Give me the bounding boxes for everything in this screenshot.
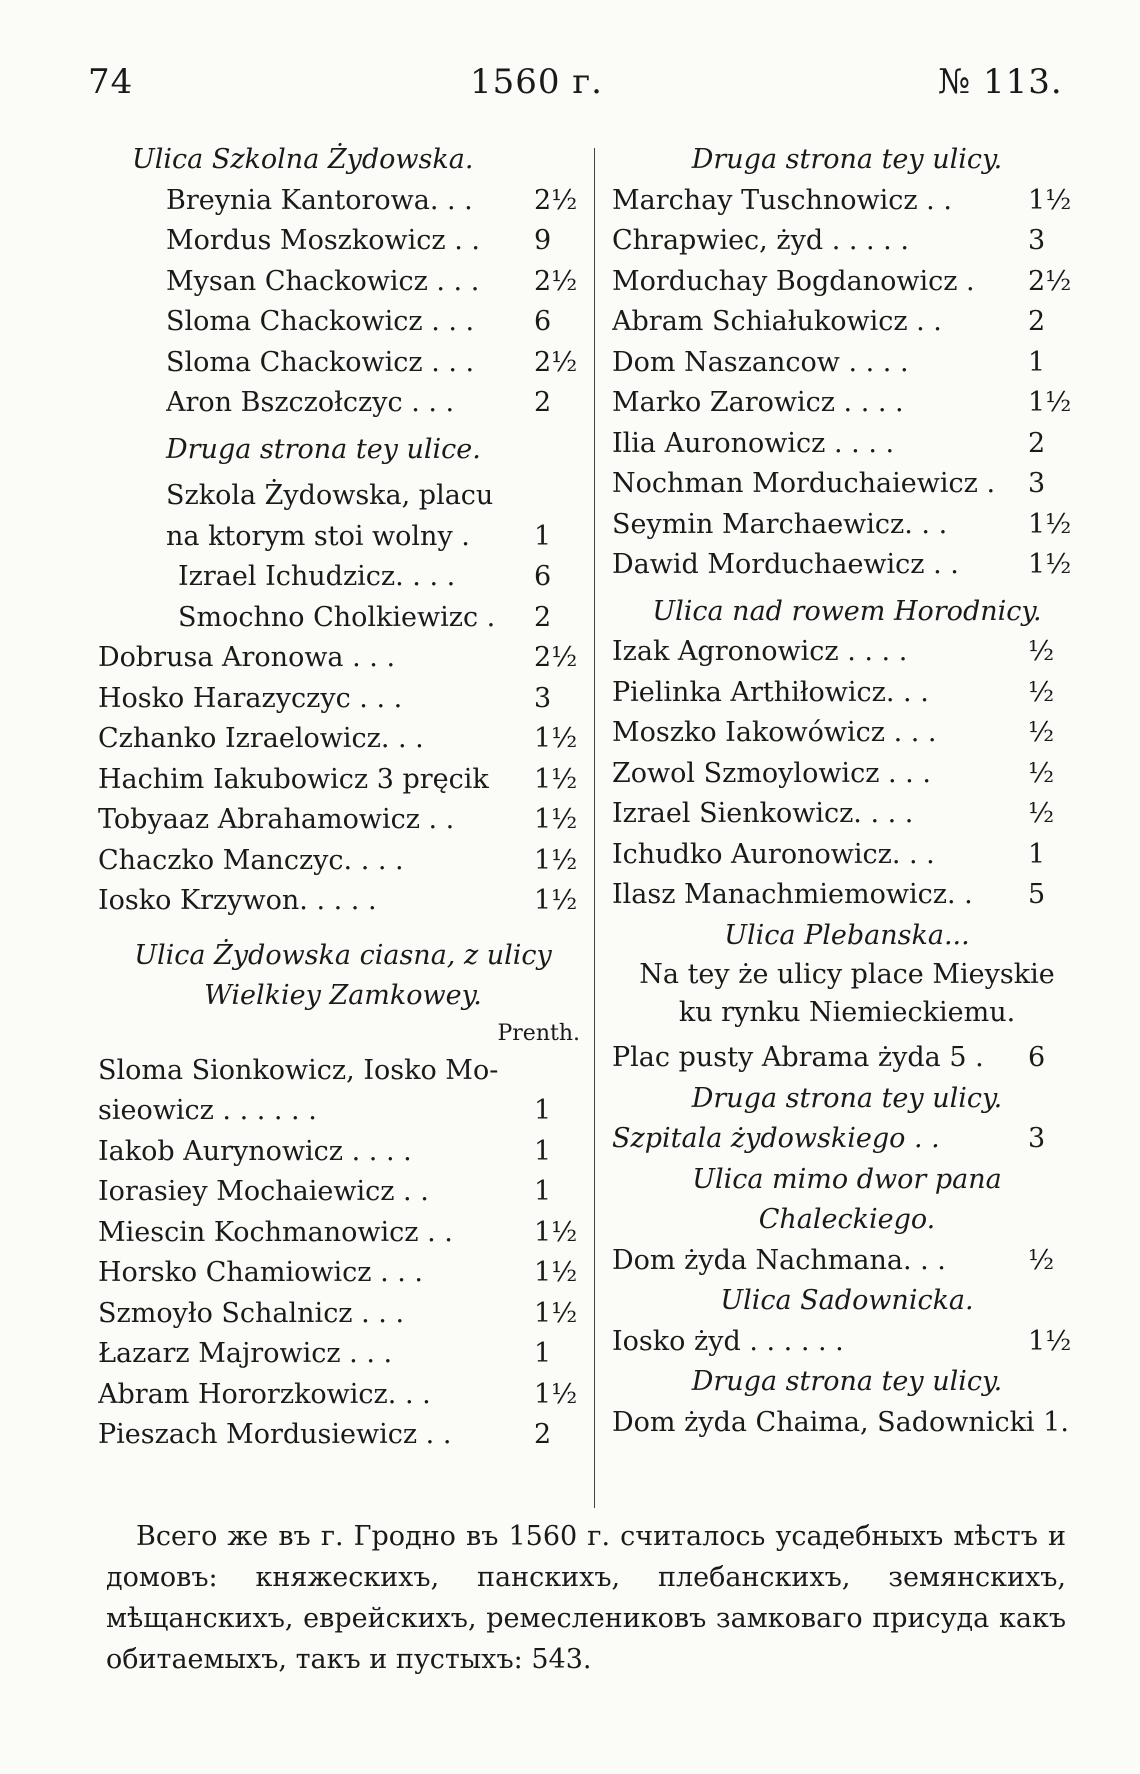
paragraph: Na tey że ulicy place Mieyskie <box>639 959 1055 990</box>
entry-row <box>612 181 1082 222</box>
entry-row <box>98 1132 588 1173</box>
entry-name: Morduchay Bogdanowicz . <box>612 265 975 297</box>
entry-row <box>178 598 588 639</box>
entry-name: Czhanko Izraelowicz. . . <box>98 723 424 754</box>
entry-name: Dom żyda Nachmana. . . <box>612 1244 946 1276</box>
street-heading: Druga strona tey ulicy. <box>691 1366 1003 1397</box>
entry-name: Izrael Ichudzicz. . . . <box>178 561 456 592</box>
entry-name: Horsko Chamiowicz . . . <box>98 1257 423 1288</box>
entry-value: 1½ <box>534 844 578 876</box>
entry-name: Moszko Iakowówicz . . . <box>612 717 937 748</box>
entry-value: 1 <box>534 1176 552 1207</box>
entry-value: 1½ <box>534 1297 578 1329</box>
entry-name: Marchay Tuschnowicz . . <box>612 184 952 216</box>
street-heading: Ulica Plebanska... <box>724 919 970 951</box>
street-heading: Ulica Sadownicka. <box>720 1285 974 1316</box>
entry-value: 1½ <box>534 1378 578 1410</box>
entry-value: ½ <box>1028 676 1055 708</box>
street-heading: Ulica Żydowska ciasna, z ulicy <box>134 939 552 971</box>
entry-name: Szkola Żydowska, placu <box>166 480 494 511</box>
entry-value: 6 <box>1028 1042 1046 1073</box>
entry-value: 1½ <box>534 885 578 916</box>
entry-row <box>612 221 1082 262</box>
street-heading: Wielkiey Zamkowey. <box>204 980 482 1011</box>
entry-value: 2½ <box>534 184 578 216</box>
entry-value: 3 <box>1028 1123 1046 1154</box>
entry-value: ½ <box>1028 798 1055 829</box>
entry-row <box>612 302 1082 343</box>
entry-name: Iosko Krzywon. . . . . <box>98 885 377 916</box>
entry-row <box>612 835 1082 876</box>
entry-value: ½ <box>1028 717 1055 748</box>
entry-value: 2 <box>534 387 552 418</box>
entry-row <box>166 221 588 262</box>
entry-value: 1½ <box>534 804 578 835</box>
entry-value: 2 <box>534 1419 552 1450</box>
entry-name: Abram Hororzkowicz. . . <box>98 1378 431 1410</box>
entry-name: Sloma Sionkowicz, Iosko Mo- <box>98 1054 499 1086</box>
column-divider <box>594 148 595 1508</box>
entry-row <box>98 638 588 679</box>
document-number: № 113. <box>938 62 1063 102</box>
entry-row <box>612 713 1082 754</box>
entry-name: Izak Agronowicz . . . . <box>612 636 908 667</box>
entry-row <box>98 517 588 558</box>
entry-row <box>98 476 588 517</box>
entry-name: Pielinka Arthiłowicz. . . <box>612 676 929 708</box>
entry-name: Dom Naszancow . . . . <box>612 346 909 378</box>
entry-row <box>612 1322 1082 1363</box>
entry-row <box>612 632 1082 673</box>
entry-row <box>612 505 1082 546</box>
entry-row <box>166 262 588 303</box>
entry-value: ½ <box>1028 757 1055 789</box>
entry-value: 2 <box>534 601 552 633</box>
entry-row <box>612 545 1082 586</box>
entry-value: 1 <box>534 520 552 552</box>
entry-name: Aron Bszczołczyc . . . <box>166 387 455 418</box>
street-heading: Ulica mimo dwor pana <box>692 1163 1002 1195</box>
entry-row <box>98 679 588 720</box>
entry-name: Iorasiey Mochaiewicz . . <box>98 1176 429 1207</box>
entry-value: 1 <box>534 1338 552 1369</box>
entry-row <box>98 800 588 841</box>
entry-value: 6 <box>534 306 552 337</box>
entry-row <box>166 302 588 343</box>
entry-name: Mysan Chackowicz . . . <box>166 265 480 297</box>
entry-name: Mordus Moszkowicz . . <box>166 225 480 256</box>
entry-name: Szmoyło Schalnicz . . . <box>98 1297 405 1329</box>
entry-name: Szpitala żydowskiego . . <box>612 1123 940 1154</box>
entry-name: na ktorym stoi wolny . <box>166 520 470 552</box>
entry-row <box>98 1294 588 1335</box>
entry-value: 3 <box>534 682 552 714</box>
entry-value: 1 <box>534 1095 552 1126</box>
street-heading: Ulica Szkolna Żydowska. <box>132 144 474 175</box>
entry-value: 1½ <box>1028 387 1072 418</box>
entry-row <box>98 760 588 801</box>
entry-list <box>98 557 588 638</box>
entry-value: 1 <box>534 1135 552 1167</box>
entry-value: 1½ <box>534 763 578 795</box>
entry-value: 2½ <box>1028 265 1072 297</box>
entry-list <box>612 632 1082 916</box>
left-column <box>98 140 588 1456</box>
entry-name: Seymin Marchaewicz. . . <box>612 508 948 540</box>
entry-name: Chrapwiec, żyd . . . . . <box>612 225 909 256</box>
entry-list <box>98 1132 588 1456</box>
entry-row <box>612 1403 1082 1444</box>
entry-value: 1 <box>1028 838 1046 870</box>
entry-list <box>98 181 588 424</box>
page-year: 1560 г. <box>470 62 603 102</box>
entry-value: 1 <box>1028 346 1046 378</box>
entry-name: sieowicz . . . . . . <box>98 1095 317 1126</box>
entry-name: Breynia Kantorowa. . . <box>166 184 473 216</box>
page-number: 74 <box>88 62 134 102</box>
entry-value: 2½ <box>534 642 578 673</box>
entry-value: 9 <box>534 225 552 256</box>
entry-row <box>612 875 1082 916</box>
entry-name: Hosko Harazyczyc . . . <box>98 682 403 714</box>
entry-row <box>166 181 588 222</box>
entry-name: Iakob Aurynowicz . . . . <box>98 1135 412 1167</box>
entry-list <box>612 181 1082 586</box>
street-heading: Chaleckiego. <box>758 1204 936 1235</box>
entry-row <box>98 1091 588 1132</box>
entry-name: Dawid Morduchaewicz . . <box>612 549 959 580</box>
entry-row <box>612 754 1082 795</box>
entry-row <box>612 1119 1082 1160</box>
entry-row <box>612 343 1082 384</box>
entry-value: ½ <box>1028 636 1055 667</box>
entry-value: 1½ <box>1028 508 1072 540</box>
entry-value: 2 <box>1028 427 1046 459</box>
entry-row <box>98 1051 588 1092</box>
entry-value: 1½ <box>1028 1325 1072 1357</box>
entry-name: Izrael Sienkowicz. . . . <box>612 798 914 829</box>
entry-row <box>612 464 1082 505</box>
entry-row <box>98 1375 588 1416</box>
entry-name: Zowol Szmoylowicz . . . <box>612 757 931 789</box>
entry-name: Pieszach Mordusiewicz . . <box>98 1419 452 1450</box>
street-heading: Druga strona tey ulicy. <box>691 144 1003 175</box>
entry-name: Sloma Chackowicz . . . <box>166 306 475 337</box>
entry-name: Ilia Auronowicz . . . . <box>612 427 895 459</box>
street-heading: Druga strona tey ulice. <box>166 433 481 465</box>
entry-row <box>98 1213 588 1254</box>
entry-row <box>612 1038 1082 1079</box>
entry-value: 1½ <box>1028 549 1072 580</box>
summary-paragraph: Всего же въ г. Гродно въ 1560 г. считалось усадебныхъ мѣстъ и домовъ: княжескихъ, панскихъ, плебанскихъ, земянскихъ, мѣщанскихъ, еврейскихъ, ремеслениковъ замковаго присуда какъ обитаемыхъ, такъ и пустыхъ: 543. <box>106 1521 1066 1675</box>
entry-name: Sloma Chackowicz . . . <box>166 346 475 378</box>
entry-row <box>612 262 1082 303</box>
entry-row <box>166 343 588 384</box>
street-heading: Ulica nad rowem Horodnicy. <box>652 595 1042 627</box>
entry-row <box>98 1253 588 1294</box>
entry-value: 6 <box>534 561 552 592</box>
entry-name: Miescin Kochmanowicz . . <box>98 1216 453 1248</box>
entry-value: 1½ <box>1028 184 1072 216</box>
entry-row <box>178 557 588 598</box>
entry-value: 2½ <box>534 265 578 297</box>
entry-name: Chaczko Manczyc. . . . <box>98 844 404 876</box>
entry-row <box>98 1172 588 1213</box>
column-label: Prenth. <box>497 1020 580 1046</box>
entry-name: Abram Schiałukowicz . . <box>612 306 942 337</box>
entry-name: Smochno Cholkiewizc . <box>178 601 496 633</box>
entry-name: Marko Zarowicz . . . . <box>612 387 904 418</box>
entry-row <box>612 673 1082 714</box>
entry-row <box>612 383 1082 424</box>
entry-value: 2 <box>1028 306 1046 337</box>
entry-row <box>98 1415 588 1456</box>
entry-row <box>98 719 588 760</box>
entry-name: Tobyaaz Abrahamowicz . . <box>98 804 455 835</box>
entry-value: 1½ <box>534 723 578 754</box>
entry-name: Dom żyda Chaima, Sadownicki 1. <box>612 1406 1069 1438</box>
entry-name: Nochman Morduchaiewicz . <box>612 468 996 499</box>
entry-value: 1½ <box>534 1257 578 1288</box>
entry-name: Łazarz Majrowicz . . . <box>98 1338 393 1369</box>
paragraph: ku rynku Niemieckiemu. <box>678 997 1016 1028</box>
entry-name: Dobrusa Aronowa . . . <box>98 642 396 673</box>
entry-value: 3 <box>1028 225 1046 256</box>
entry-value: 1½ <box>534 1216 578 1248</box>
entry-row <box>612 794 1082 835</box>
entry-value: ½ <box>1028 1244 1055 1276</box>
entry-name: Iosko żyd . . . . . . <box>612 1325 844 1357</box>
entry-row <box>612 424 1082 465</box>
entry-row <box>98 881 588 922</box>
right-column <box>612 140 1082 1443</box>
entry-value: 3 <box>1028 468 1046 499</box>
entry-name: Ilasz Manachmiemowicz. . <box>612 879 973 910</box>
entry-value: 2½ <box>534 346 578 378</box>
entry-row <box>98 841 588 882</box>
entry-row <box>612 1241 1082 1282</box>
entry-value: 5 <box>1028 879 1046 910</box>
entry-row <box>166 383 588 424</box>
street-heading: Druga strona tey ulicy. <box>691 1082 1003 1114</box>
entry-list <box>98 638 588 922</box>
entry-name: Plac pusty Abrama żyda 5 . <box>612 1042 984 1073</box>
entry-row <box>98 1334 588 1375</box>
entry-name: Hachim Iakubowicz 3 pręcik <box>98 763 489 795</box>
entry-name: Ichudko Auronowicz. . . <box>612 838 935 870</box>
